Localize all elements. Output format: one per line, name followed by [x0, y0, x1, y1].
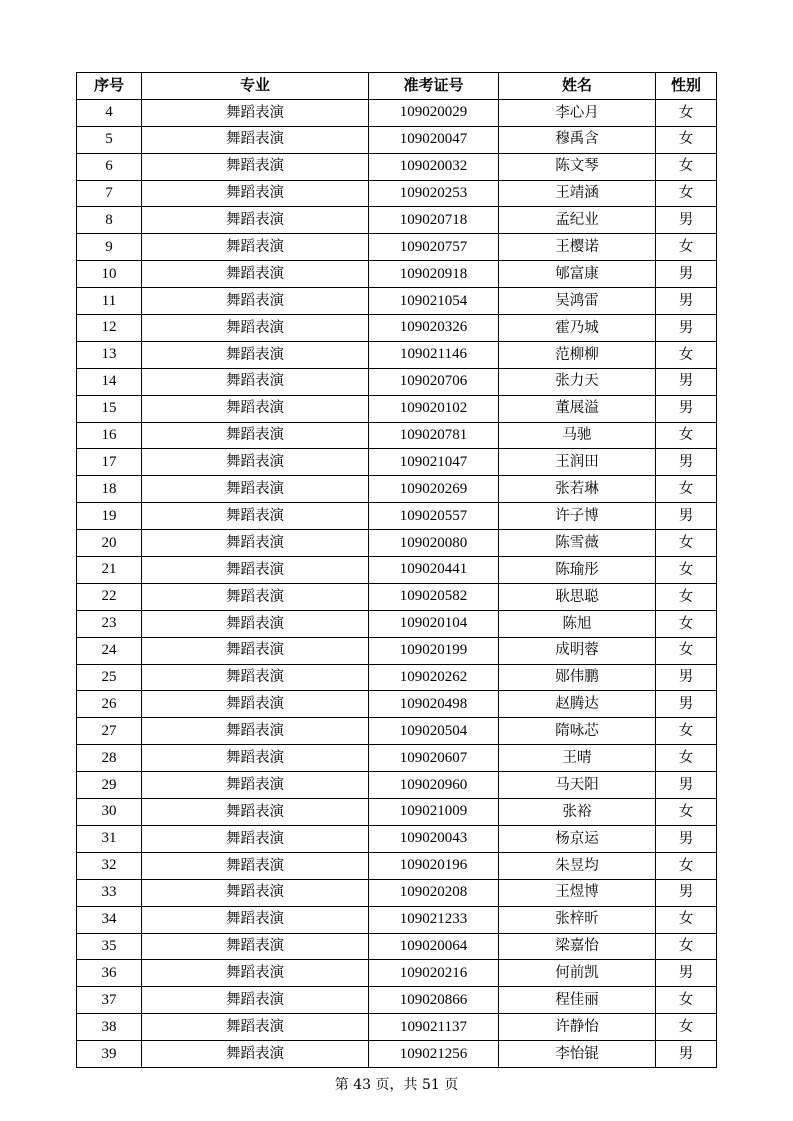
serial-number-cell: 25 — [77, 664, 142, 691]
gender-cell: 女 — [656, 637, 717, 664]
header-exam-id: 准考证号 — [369, 73, 499, 100]
serial-number-cell: 33 — [77, 879, 142, 906]
name-cell: 隋咏芯 — [499, 718, 656, 745]
serial-number-cell: 21 — [77, 557, 142, 584]
page-number-footer: 第 43 页，共 51 页 — [334, 1077, 459, 1093]
table-row — [77, 288, 717, 315]
major-cell: 舞蹈表演 — [142, 180, 369, 207]
header-major: 专业 — [142, 73, 369, 100]
name-cell: 孟纪业 — [499, 207, 656, 234]
table-body — [77, 99, 717, 1067]
table-row — [77, 664, 717, 691]
gender-cell: 女 — [656, 1014, 717, 1041]
exam-id-cell: 109020047 — [369, 126, 499, 153]
name-cell: 杨京运 — [499, 825, 656, 852]
major-cell: 舞蹈表演 — [142, 987, 369, 1014]
name-cell: 王靖涵 — [499, 180, 656, 207]
major-cell: 舞蹈表演 — [142, 234, 369, 261]
table-row — [77, 557, 717, 584]
major-cell: 舞蹈表演 — [142, 422, 369, 449]
major-cell: 舞蹈表演 — [142, 960, 369, 987]
name-cell: 张若琳 — [499, 476, 656, 503]
gender-cell: 男 — [656, 1041, 717, 1068]
name-cell: 张梓昕 — [499, 906, 656, 933]
name-cell: 马驰 — [499, 422, 656, 449]
table-row — [77, 449, 717, 476]
serial-number-cell: 34 — [77, 906, 142, 933]
serial-number-cell: 5 — [77, 126, 142, 153]
gender-cell: 女 — [656, 799, 717, 826]
major-cell: 舞蹈表演 — [142, 718, 369, 745]
major-cell: 舞蹈表演 — [142, 1014, 369, 1041]
name-cell: 陈文琴 — [499, 153, 656, 180]
header-name: 姓名 — [499, 73, 656, 100]
table-row — [77, 825, 717, 852]
name-cell: 张力天 — [499, 368, 656, 395]
major-cell: 舞蹈表演 — [142, 341, 369, 368]
exam-id-cell: 109020043 — [369, 825, 499, 852]
serial-number-cell: 18 — [77, 476, 142, 503]
serial-number-cell: 26 — [77, 691, 142, 718]
table-row — [77, 691, 717, 718]
applicant-list-table — [76, 72, 717, 1068]
exam-id-cell: 109021047 — [369, 449, 499, 476]
exam-id-cell: 109020557 — [369, 503, 499, 530]
major-cell: 舞蹈表演 — [142, 906, 369, 933]
serial-number-cell: 17 — [77, 449, 142, 476]
name-cell: 王樱诺 — [499, 234, 656, 261]
serial-number-cell: 13 — [77, 341, 142, 368]
exam-id-cell: 109020718 — [369, 207, 499, 234]
table-header-row — [77, 73, 717, 100]
gender-cell: 女 — [656, 718, 717, 745]
table-row — [77, 261, 717, 288]
exam-id-cell: 109020960 — [369, 772, 499, 799]
name-cell: 董展溢 — [499, 395, 656, 422]
name-cell: 李心月 — [499, 99, 656, 126]
name-cell: 梁嘉怡 — [499, 933, 656, 960]
serial-number-cell: 39 — [77, 1041, 142, 1068]
serial-number-cell: 37 — [77, 987, 142, 1014]
major-cell: 舞蹈表演 — [142, 852, 369, 879]
major-cell: 舞蹈表演 — [142, 530, 369, 557]
table-row — [77, 422, 717, 449]
serial-number-cell: 20 — [77, 530, 142, 557]
exam-id-cell: 109020104 — [369, 610, 499, 637]
gender-cell: 女 — [656, 906, 717, 933]
exam-id-cell: 109020326 — [369, 315, 499, 342]
table-row — [77, 799, 717, 826]
name-cell: 陈瑜彤 — [499, 557, 656, 584]
major-cell: 舞蹈表演 — [142, 288, 369, 315]
exam-id-cell: 109020504 — [369, 718, 499, 745]
name-cell: 许子博 — [499, 503, 656, 530]
table-row — [77, 341, 717, 368]
name-cell: 程佳丽 — [499, 987, 656, 1014]
name-cell: 李怡锟 — [499, 1041, 656, 1068]
table-row — [77, 852, 717, 879]
header-serial-number: 序号 — [77, 73, 142, 100]
gender-cell: 男 — [656, 207, 717, 234]
serial-number-cell: 23 — [77, 610, 142, 637]
table-row — [77, 745, 717, 772]
gender-cell: 男 — [656, 395, 717, 422]
name-cell: 王晴 — [499, 745, 656, 772]
gender-cell: 男 — [656, 288, 717, 315]
table-row — [77, 987, 717, 1014]
exam-id-cell: 109021146 — [369, 341, 499, 368]
table-row — [77, 906, 717, 933]
major-cell: 舞蹈表演 — [142, 691, 369, 718]
gender-cell: 女 — [656, 126, 717, 153]
gender-cell: 女 — [656, 341, 717, 368]
gender-cell: 男 — [656, 261, 717, 288]
name-cell: 成明蓉 — [499, 637, 656, 664]
exam-id-cell: 109020918 — [369, 261, 499, 288]
table-row — [77, 960, 717, 987]
name-cell: 郧伟鹏 — [499, 664, 656, 691]
serial-number-cell: 36 — [77, 960, 142, 987]
name-cell: 霍乃城 — [499, 315, 656, 342]
exam-id-cell: 109020064 — [369, 933, 499, 960]
table-row — [77, 126, 717, 153]
table-row — [77, 879, 717, 906]
gender-cell: 女 — [656, 933, 717, 960]
serial-number-cell: 15 — [77, 395, 142, 422]
applicant-list-table-container — [76, 72, 716, 1068]
name-cell: 郇富康 — [499, 261, 656, 288]
gender-cell: 女 — [656, 180, 717, 207]
serial-number-cell: 35 — [77, 933, 142, 960]
exam-id-cell: 109020216 — [369, 960, 499, 987]
serial-number-cell: 31 — [77, 825, 142, 852]
gender-cell: 男 — [656, 879, 717, 906]
exam-id-cell: 109020866 — [369, 987, 499, 1014]
exam-id-cell: 109020498 — [369, 691, 499, 718]
exam-id-cell: 109021009 — [369, 799, 499, 826]
major-cell: 舞蹈表演 — [142, 799, 369, 826]
exam-id-cell: 109020102 — [369, 395, 499, 422]
major-cell: 舞蹈表演 — [142, 315, 369, 342]
major-cell: 舞蹈表演 — [142, 637, 369, 664]
name-cell: 何前凯 — [499, 960, 656, 987]
serial-number-cell: 12 — [77, 315, 142, 342]
gender-cell: 女 — [656, 745, 717, 772]
name-cell: 范柳柳 — [499, 341, 656, 368]
gender-cell: 女 — [656, 422, 717, 449]
serial-number-cell: 10 — [77, 261, 142, 288]
major-cell: 舞蹈表演 — [142, 368, 369, 395]
name-cell: 王润田 — [499, 449, 656, 476]
name-cell: 王煜博 — [499, 879, 656, 906]
serial-number-cell: 7 — [77, 180, 142, 207]
name-cell: 赵腾达 — [499, 691, 656, 718]
exam-id-cell: 109020706 — [369, 368, 499, 395]
major-cell: 舞蹈表演 — [142, 395, 369, 422]
name-cell: 张裕 — [499, 799, 656, 826]
major-cell: 舞蹈表演 — [142, 449, 369, 476]
exam-id-cell: 109020199 — [369, 637, 499, 664]
gender-cell: 女 — [656, 234, 717, 261]
major-cell: 舞蹈表演 — [142, 745, 369, 772]
exam-id-cell: 109020607 — [369, 745, 499, 772]
name-cell: 耿思聪 — [499, 583, 656, 610]
table-row — [77, 1014, 717, 1041]
gender-cell: 男 — [656, 691, 717, 718]
table-row — [77, 503, 717, 530]
name-cell: 穆禹含 — [499, 126, 656, 153]
major-cell: 舞蹈表演 — [142, 153, 369, 180]
major-cell: 舞蹈表演 — [142, 207, 369, 234]
gender-cell: 女 — [656, 99, 717, 126]
serial-number-cell: 8 — [77, 207, 142, 234]
exam-id-cell: 109020757 — [369, 234, 499, 261]
serial-number-cell: 28 — [77, 745, 142, 772]
header-gender: 性别 — [656, 73, 717, 100]
gender-cell: 男 — [656, 315, 717, 342]
major-cell: 舞蹈表演 — [142, 1041, 369, 1068]
serial-number-cell: 32 — [77, 852, 142, 879]
name-cell: 马天阳 — [499, 772, 656, 799]
serial-number-cell: 27 — [77, 718, 142, 745]
table-row — [77, 583, 717, 610]
exam-id-cell: 109020032 — [369, 153, 499, 180]
table-row — [77, 99, 717, 126]
name-cell: 朱昱均 — [499, 852, 656, 879]
gender-cell: 男 — [656, 664, 717, 691]
serial-number-cell: 24 — [77, 637, 142, 664]
exam-id-cell: 109020582 — [369, 583, 499, 610]
table-row — [77, 315, 717, 342]
exam-id-cell: 109020080 — [369, 530, 499, 557]
gender-cell: 女 — [656, 583, 717, 610]
exam-id-cell: 109020253 — [369, 180, 499, 207]
major-cell: 舞蹈表演 — [142, 664, 369, 691]
gender-cell: 男 — [656, 825, 717, 852]
table-row — [77, 718, 717, 745]
major-cell: 舞蹈表演 — [142, 557, 369, 584]
table-row — [77, 1041, 717, 1068]
exam-id-cell: 109021137 — [369, 1014, 499, 1041]
exam-id-cell: 109021256 — [369, 1041, 499, 1068]
serial-number-cell: 16 — [77, 422, 142, 449]
major-cell: 舞蹈表演 — [142, 583, 369, 610]
serial-number-cell: 6 — [77, 153, 142, 180]
table-row — [77, 637, 717, 664]
major-cell: 舞蹈表演 — [142, 99, 369, 126]
gender-cell: 女 — [656, 530, 717, 557]
table-row — [77, 395, 717, 422]
exam-id-cell: 109021233 — [369, 906, 499, 933]
table-row — [77, 368, 717, 395]
gender-cell: 男 — [656, 368, 717, 395]
table-row — [77, 610, 717, 637]
serial-number-cell: 14 — [77, 368, 142, 395]
major-cell: 舞蹈表演 — [142, 933, 369, 960]
major-cell: 舞蹈表演 — [142, 261, 369, 288]
serial-number-cell: 19 — [77, 503, 142, 530]
gender-cell: 女 — [656, 852, 717, 879]
table-row — [77, 530, 717, 557]
major-cell: 舞蹈表演 — [142, 825, 369, 852]
gender-cell: 男 — [656, 449, 717, 476]
exam-id-cell: 109020196 — [369, 852, 499, 879]
table-row — [77, 180, 717, 207]
table-row — [77, 207, 717, 234]
gender-cell: 女 — [656, 476, 717, 503]
exam-id-cell: 109020269 — [369, 476, 499, 503]
gender-cell: 男 — [656, 960, 717, 987]
serial-number-cell: 9 — [77, 234, 142, 261]
name-cell: 吴鸿雷 — [499, 288, 656, 315]
gender-cell: 女 — [656, 987, 717, 1014]
serial-number-cell: 29 — [77, 772, 142, 799]
serial-number-cell: 22 — [77, 583, 142, 610]
serial-number-cell: 4 — [77, 99, 142, 126]
major-cell: 舞蹈表演 — [142, 610, 369, 637]
table-row — [77, 933, 717, 960]
exam-id-cell: 109020262 — [369, 664, 499, 691]
exam-id-cell: 109020029 — [369, 99, 499, 126]
gender-cell: 男 — [656, 503, 717, 530]
major-cell: 舞蹈表演 — [142, 879, 369, 906]
name-cell: 陈雪薇 — [499, 530, 656, 557]
serial-number-cell: 30 — [77, 799, 142, 826]
exam-id-cell: 109020441 — [369, 557, 499, 584]
serial-number-cell: 38 — [77, 1014, 142, 1041]
table-row — [77, 234, 717, 261]
gender-cell: 女 — [656, 153, 717, 180]
major-cell: 舞蹈表演 — [142, 503, 369, 530]
table-row — [77, 153, 717, 180]
major-cell: 舞蹈表演 — [142, 772, 369, 799]
gender-cell: 女 — [656, 610, 717, 637]
serial-number-cell: 11 — [77, 288, 142, 315]
name-cell: 陈旭 — [499, 610, 656, 637]
exam-id-cell: 109020781 — [369, 422, 499, 449]
exam-id-cell: 109021054 — [369, 288, 499, 315]
gender-cell: 女 — [656, 557, 717, 584]
major-cell: 舞蹈表演 — [142, 126, 369, 153]
table-row — [77, 772, 717, 799]
name-cell: 许静怡 — [499, 1014, 656, 1041]
table-row — [77, 476, 717, 503]
exam-id-cell: 109020208 — [369, 879, 499, 906]
major-cell: 舞蹈表演 — [142, 476, 369, 503]
gender-cell: 男 — [656, 772, 717, 799]
